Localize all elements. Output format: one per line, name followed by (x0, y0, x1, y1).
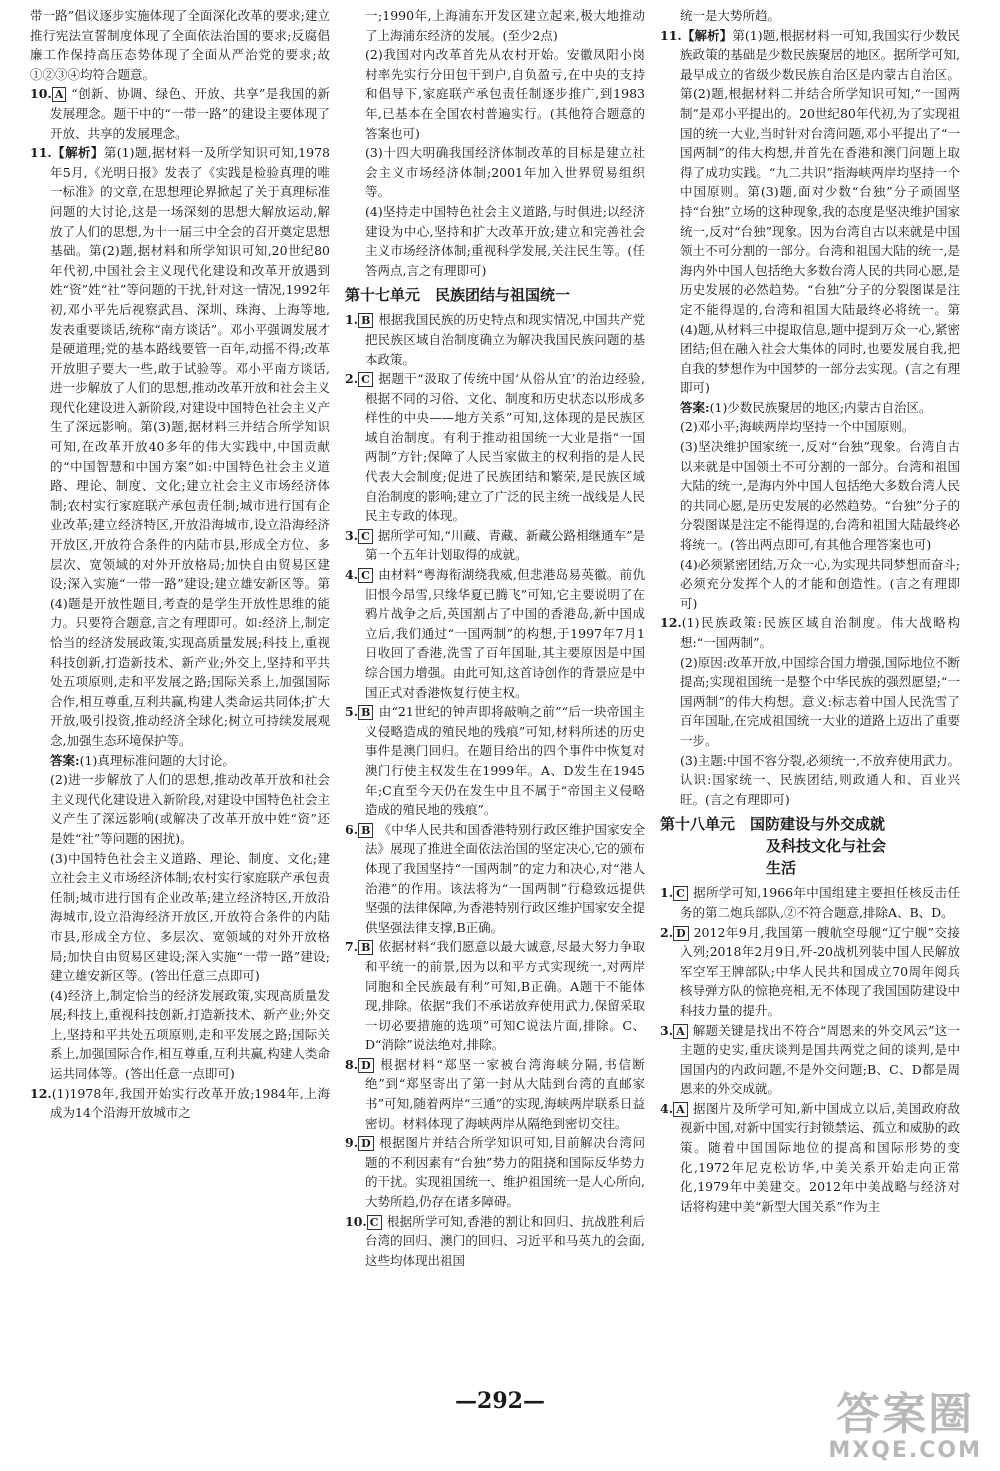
watermark (828, 1389, 982, 1463)
question-4 (345, 565, 645, 702)
question-text: “创新、协调、绿色、开放、共享”是我国的新发展理念。题干中的“一带一路”的建设主要体现了开放、共享的发展理念。 (50, 86, 330, 141)
column-right (660, 6, 960, 1216)
question-text: 2012年9月,我国第一艘航空母舰“辽宁舰”交接入列;2018年2月9日,歼-20战机列装中国人民解放军空军王牌部队;中华人民共和国成立70周年阅兵核导弹方队的惊艳亮相,无不体现了我国国防建设中科技力量的提升。 (680, 924, 960, 1018)
question-number: 5. (345, 704, 359, 720)
question-text: 由材料“粤海衔湖绕我威,但悲港岛易英徽。前仇旧恨今昂雪,只缘华夏已腾飞”可知,它主要说明了在鸦片战争之后,英国割占了中国的香港岛,新中国成立后,我们通过“一国两制”的构想,于1997年7月1日收回了香港,洗雪了百年国耻,其主要原因是中国综合国力增强。由此可知,这首诗创作的背景应是中国正式对香港恢复行使主权。 (365, 567, 645, 700)
question-11 (660, 26, 960, 398)
answer-line: (3)坚决维护国家统一,反对“台独”现象。台湾自古以来就是中国领土不可分割的一部分。台湾和祖国大陆的统一,是海内外中国人包括绝大多数台湾人民的共同心愿,是历史发展的必然趋势。“台独”分子的分裂图谋是注定不能得逞的,台湾和祖国大陆最终必将统一。(答出两点即可,有其他合理答案也可) (680, 439, 960, 553)
question-number: 7. (345, 939, 359, 955)
answer-badge: C (358, 529, 373, 544)
question-10 (30, 84, 330, 143)
unit-title-line: 及科技文化与社会 (766, 837, 887, 856)
question-text: 根据所学可知,香港的割让和回归、抗战胜利后台湾的回归、澳门的回归、习近平和马英九的会面,这些均体现出祖国 (365, 1213, 645, 1268)
question-12 (30, 1084, 330, 1123)
answer-badge: A (673, 1024, 688, 1039)
unit-title: 第十七单元 民族团结与祖国统一 (345, 286, 571, 305)
question-3 (660, 1021, 960, 1099)
question-text: 《中华人民共和国香港特别行政区维护国家安全法》展现了推进全面依法治国的坚定决心,它的颁布体现了我国坚持“一国两制”的定力和决心,对“港人治港”的作用。该法将为“一国两制”行稳致远提供坚强的法律保障,为香港特别行政区维护国家安全提供坚强法律支撑,B正确。 (365, 821, 645, 935)
answer-label: 答案: (50, 752, 80, 768)
answer-badge: A (52, 87, 67, 102)
answer-badge: D (358, 1058, 374, 1073)
column-middle (345, 6, 645, 1270)
answer-line: (2)原因:改革开放,中国综合国力增强,国际地位不断提高;实现祖国统一是整个中华民族的强烈愿望;“一国两制”的伟大构想。意义:标志着中国人民洗雪了百年国耻,在完成祖国统一大业的道路上迈出了重要一步。 (680, 654, 960, 748)
analysis-tag: 【解析】 (681, 27, 733, 43)
paragraph: (3)十四大明确我国经济体制改革的目标是建立社会主义市场经济体制;2001年加入世界贸易组织等。 (365, 145, 645, 200)
question-number: 11. (660, 27, 682, 43)
question-number: 6. (345, 821, 359, 837)
question-9 (345, 1133, 645, 1211)
question-number: 10. (345, 1213, 367, 1229)
question-1 (660, 883, 960, 922)
question-text: 根据我国民族的历史特点和现实情况,中国共产党把民族区域自治制度确立为解决我国民族问题的基本政策。 (365, 312, 645, 367)
question-text: 根据材料“郑坚一家被台湾海峡分隔,书信断绝”到“郑坚寄出了第一封从大陆到台湾的直邮家书”可知,随着两岸“三通”的实现,海峡两岸联系日益密切。材料体现了海峡两岸从隔绝到密切交往。 (365, 1056, 645, 1131)
question-text: 第(1)题,根据材料一可知,我国实行少数民族政策的基础是少数民族聚居的地区。据所学可知,最早成立的省级少数民族自治区是内蒙古自治区。第(2)题,根据材料二并结合所学知识可知,“一国两制”是邓小平提出的。20世纪80年代初,为了实现祖国的统一大业,当时针对台湾问题,邓小平提出了“一国两制”的伟大构想,并首先在香港和澳门问题上取得了成功实践。“九二共识”指海峡两岸均坚持一个中国原则。第(3)题,面对少数“台独”分子顽固坚持“台独”立场的这种现象,我的态度是坚决维护国家统一,反对“台独”现象。因为台湾自古以来就是中国领土不可分割的一部分。台湾和祖国大陆的统一,是海内外中国人包括绝大多数台湾人民的共同心愿,是历史发展的必然趋势。“台独”分子的分裂图谋是注定不能得逞的,台湾和祖国大陆最终必将统一。第(4)题,从材料三中提取信息,题中提到万众一心,紧密团结;但在融入社会大集体的同时,也要发展自我,把自我的梦想作为中国梦的一部分去实现。(言之有理即可) (680, 27, 960, 396)
question-number: 2. (345, 371, 359, 387)
question-number: 9. (345, 1135, 359, 1151)
question-number: 4. (345, 567, 359, 583)
question-text: 据所学可知,1966年中国组建主要担任核反击任务的第二炮兵部队,②不符合题意,排除A、B、D。 (680, 885, 960, 920)
answer-line (30, 751, 330, 771)
question-number: 3. (345, 527, 359, 543)
watermark-url: MXQE.COM (828, 1438, 982, 1463)
question-number: 4. (660, 1100, 674, 1116)
paragraph: (4)坚持走中国特色社会主义道路,与时俱进;以经济建设为中心,坚持和扩大改革开放;建立和完善社会主义市场经济体制;重视科学发展,关注民生等。(任答两点,言之有理即可) (365, 203, 645, 278)
answer-line: (4)必须紧密团结,万众一心,为实现共同梦想而奋斗;必须充分发挥个人的才能和创造性。(言之有理即可) (680, 556, 960, 611)
question-text: (1)1978年,我国开始实行改革开放;1984年,上海成为14个沿海开放城市之 (50, 1085, 330, 1121)
answer-line: (2)进一步解放了人们的思想,推动改革开放和社会主义现代化建设进入新阶段,对建设中国特色社会主义产生了深远影响(或解决了改革开放中姓“资”还是姓“社”等问题的困扰)。 (50, 772, 330, 846)
question-text: 据题干“汲取了传统中国‘从俗从宜’的治边经验,根据不同的习俗、文化、制度和历史状态以形成多样性的中央——地方关系”可知,这体现的是民族区域自治制度。有利于推动祖国统一大业是指“一国两制”方针;保障了人民当家做主的权利指的是人民代表大会制度;促进了民族团结和繁荣,是民族区域自治制度的影响;建立了广泛的民主统一战线是人民民主专政的体现。 (365, 371, 645, 524)
answer-line: (4)经济上,制定恰当的经济发展政策,实现高质量发展;科技上,重视科技创新,打造新技术、新产业;外交上,坚持和平共处五项原则,走和平发展之路;国际关系上,加强国际合作,相互尊重,互利共赢,构建人类命运共同体等。(答出任意一点即可) (50, 987, 330, 1082)
answer-badge: C (673, 886, 688, 901)
answer-badge: B (358, 705, 373, 720)
question-number: 10. (30, 86, 52, 102)
question-2 (660, 923, 960, 1021)
question-text: 第(1)题,据材料一及所学知识可知,1978年5月,《光明日报》发表了《实践是检验真理的唯一标准》的文章,在思想理论界掀起了关于真理标准问题的大讨论,这是一场深刻的思想大解放运动,解放了人们的思想,为十一届三中全会的召开奠定思想基础。第(2)题,据材料和所学知识可知,20世纪80年代初,中国社会主义现代化建设和改革开放遇到姓“资”姓“社”等问题的干扰,针对这一情况,1992年初,邓小平先后视察武昌、深圳、珠海、上海等地,发表重要谈话,统称“南方谈话”。邓小平强调发展才是硬道理;党的基本路线要管一百年,动摇不得;改革开放胆子要大一些,敢于试验等。邓小平南方谈话,进一步解放了人们的思想,推动改革开放和社会主义现代化建设进入新阶段,对建设中国特色社会主义产生了深远影响。第(3)题,据材料三并结合所学知识可知,在改革开放40多年的伟大实践中,中国贡献的“中国智慧和中国方案”如:中国特色社会主义道路、理论、制度、文化;建立社会主义市场经济体制;农村实行家庭联产承包责任制;城市进行国有企业改革;建立经济特区,开放沿海城市,设立沿海经济开放区,开放符合条件的内陆市县,形成全方位、多层次、宽领域的对外开放格局;加快自由贸易区建设;深入实施“一带一路”建设;建立雄安新区等。第(4)题是开放性题目,考查的是学生开放性思维的能力。只要符合题意,言之有理即可。如:经济上,制定恰当的经济发展政策,实现高质量发展;科技上,重视科技创新,打造新技术、新产业;外交上,坚持和平共处五项原则,走和平发展之路;国际关系上,加强国际合作,相互尊重,互利共赢,构建人类命运共同体;扩大开放,吸引投资,推动经济全球化;树立可持续发展观念,加强生态环境保护等。 (50, 145, 330, 748)
question-number: 8. (345, 1056, 359, 1072)
question-6 (345, 820, 645, 938)
answer-badge: D (673, 926, 689, 941)
question-text: 由“21世纪的钟声即将敲响之前”“后一块帝国主义侵略造成的殖民地的残痕”可知,材料所述的历史事件是澳门回归。在题目给出的四个事件中恢复对澳门行使主权发生在1999年。A、D发生在1945年;C直至今天仍在发生中且不属于“帝国主义侵略造成的殖民地的残痕”。 (365, 704, 645, 818)
answer-line: (3)中国特色社会主义道路、理论、制度、文化;建立社会主义市场经济体制;农村实行家庭联产承包责任制;城市进行国有企业改革;建立经济特区,开放沿海城市,设立沿海经济开放区,开放符合条件的内陆市县,形成全方位、多层次、宽领域的对外开放格局;加快自由贸易区建设;深入实施“一带一路”建设;建立雄安新区等。(答出任意三点即可) (50, 850, 330, 984)
answer-text: (1)真理标准问题的大讨论。 (79, 752, 235, 768)
question-1 (345, 310, 645, 369)
question-number: 11. (30, 145, 52, 161)
answer-badge: B (358, 313, 373, 328)
question-number: 12. (660, 615, 682, 631)
unit-title-line: 第十八单元 国防建设与外交成就 (660, 815, 886, 834)
question-10 (345, 1212, 645, 1271)
question-number: 1. (345, 312, 359, 328)
question-3 (345, 526, 645, 565)
question-text: 根据图片并结合所学知识可知,目前解决台湾问题的不利因素有“台独”势力的阻挠和国际反华势力的干扰。实现祖国统一、维护祖国统一是人心所向,大势所趋,仍存在诸多障碍。 (365, 1135, 645, 1210)
paragraph: 一;1990年,上海浦东开发区建立起来,极大地推动了上海浦东经济的发展。(至少2点) (365, 8, 645, 43)
paragraph: 统一是大势所趋。 (680, 8, 781, 23)
question-text: 解题关键是找出不符合“周恩来的外交风云”这一主题的史实,重庆谈判是国共两党之间的谈判,是中国国内的内政问题,不是外交问题;B、C、D都是周恩来的外交成就。 (680, 1022, 960, 1097)
question-text: (1)民族政策:民族区域自治制度。伟大战略构想:“一国两制”。 (680, 615, 960, 650)
answer-line (660, 398, 960, 418)
question-number: 1. (660, 885, 674, 901)
question-11 (30, 143, 330, 750)
question-text: 依据材料“我们愿意以最大诚意,尽最大努力争取和平统一的前景,因为以和平方式实现统一,对两岸同胞和全民族最有利”可知,B正确。A题干不能体现,排除。依据“我们不承诺放弃使用武力,保留采取一切必要措施的选项”可知C说法片面,排除。C、D“消除”说法绝对,排除。 (365, 939, 645, 1053)
answer-badge: B (358, 823, 373, 838)
answer-badge: C (358, 568, 373, 583)
paragraph: 带一路”倡议逐步实施体现了全面深化改革的要求;建立推行宪法宣誓制度体现了全面依法治国的要求;反腐倡廉工作保持高压态势体现了全面从严治党的要求;故①②③④均符合题意。 (30, 8, 330, 82)
question-2 (345, 369, 645, 526)
analysis-tag: 【解析】 (51, 145, 104, 161)
unit-title-line: 生活 (766, 859, 797, 878)
paragraph: (2)我国对内改革首先从农村开始。安徽凤阳小岗村率先实行分田包干到户,自负盈亏,在中央的支持和倡导下,家庭联产承包责任制逐步推广,到1983年,已基本在全国农村普遍实行。(其他符合题意的答案也可) (365, 47, 645, 141)
answer-badge: D (358, 1136, 374, 1151)
column-left (30, 6, 330, 1123)
question-number: 12. (30, 1085, 52, 1101)
question-text: 据图片及所学可知,新中国成立以后,美国政府敌视新中国,对新中国实行封锁禁运、孤立和威胁的政策。随着中国国际地位的提高和国际形势的变化,1972年尼克松访华,中美关系开始走向正常化,1979年中美建交。2012年中美战略与经济对话将构建中美“新型大国关系”作为主 (680, 1100, 960, 1214)
answer-badge: A (673, 1102, 688, 1117)
question-8 (345, 1055, 645, 1133)
answer-badge: C (367, 1215, 382, 1230)
watermark-logo: 答案圈 (836, 1389, 975, 1440)
question-12 (660, 613, 960, 652)
unit-title (660, 813, 960, 879)
question-number: 3. (660, 1022, 674, 1038)
answer-badge: C (358, 372, 373, 387)
answer-badge: B (358, 940, 373, 955)
answer-label: 答案: (680, 399, 710, 415)
question-number: 2. (660, 924, 674, 940)
answer-text: (1)少数民族聚居的地区;内蒙古自治区。 (709, 399, 932, 415)
question-text: 据所学可知,“川藏、青藏、新藏公路相继通车”是第一个五年计划取得的成就。 (365, 527, 645, 563)
question-7 (345, 937, 645, 1055)
question-4 (660, 1099, 960, 1217)
answer-line: (3)主题:中国不容分裂,必须统一,不放弃使用武力。认识:国家统一、民族团结,则政通人和、百业兴旺。(言之有理即可) (680, 752, 960, 807)
answer-line: (2)邓小平;海峡两岸均坚持一个中国原则。 (680, 419, 915, 435)
question-5 (345, 702, 645, 820)
page-number: —292— (455, 1388, 545, 1414)
